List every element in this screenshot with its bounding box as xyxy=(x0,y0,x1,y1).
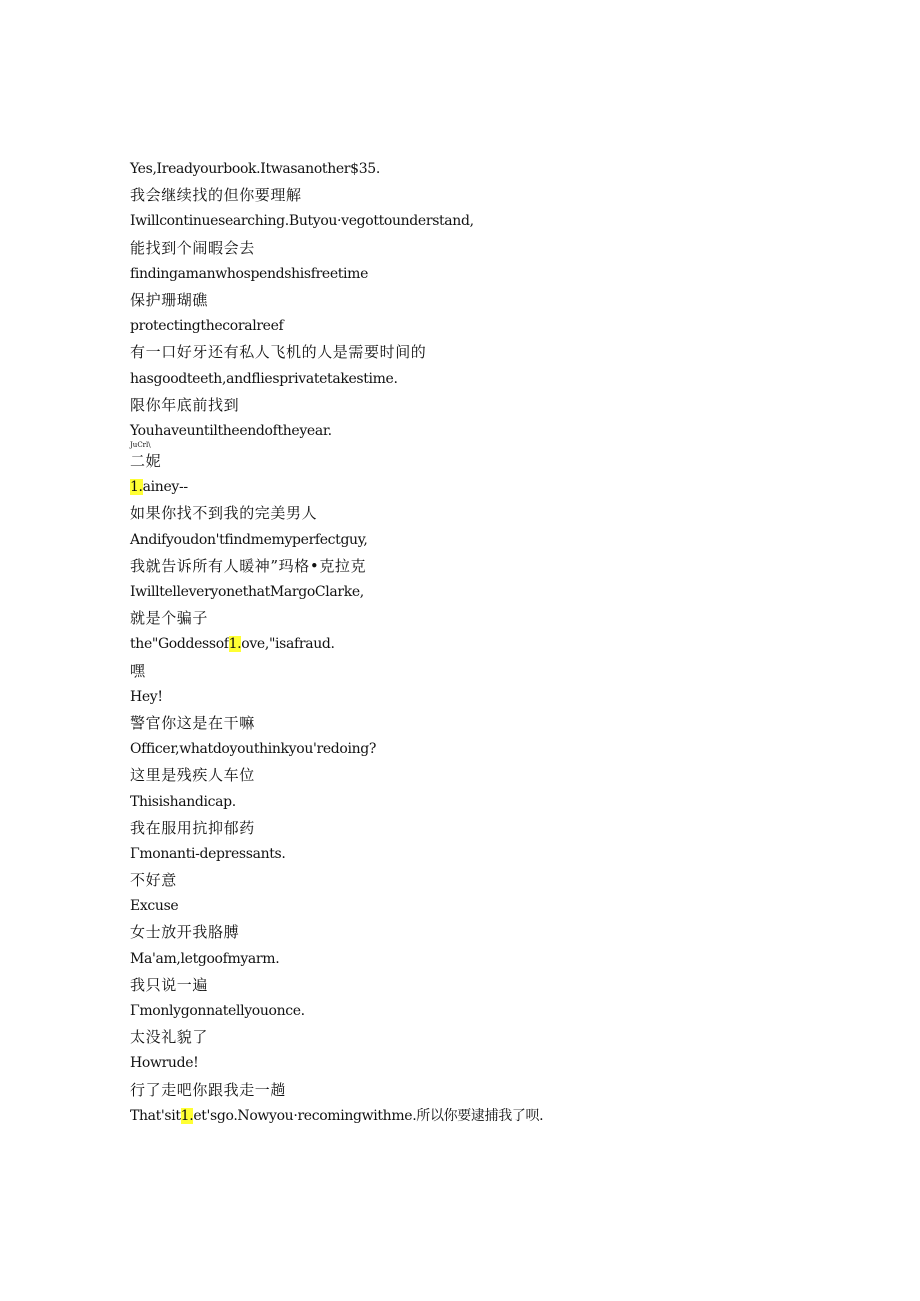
english-subtitle-line xyxy=(130,315,830,341)
chinese-subtitle-line xyxy=(130,237,830,263)
line-text: JuCrl\ xyxy=(130,441,151,450)
line-text: Youhaveuntiltheendoftheyear. xyxy=(130,422,332,439)
line-text: Excuse xyxy=(130,898,179,915)
chinese-subtitle-line xyxy=(130,1079,830,1105)
chinese-subtitle-line xyxy=(130,607,830,633)
line-text: 我在服用抗抑郁药 xyxy=(130,818,255,837)
line-text: Hey! xyxy=(130,688,163,705)
english-subtitle-line xyxy=(130,686,830,712)
english-subtitle-line xyxy=(130,1000,830,1026)
highlighted-ocr-mark: 1. xyxy=(130,479,143,496)
chinese-subtitle-line xyxy=(130,921,830,947)
line-text: 我只说一遍 xyxy=(130,975,209,994)
line-text: 如果你找不到我的完美男人 xyxy=(130,504,318,523)
line-text: Andifyoudon'tfindmemyperfectguy, xyxy=(130,531,368,548)
chinese-subtitle-line xyxy=(130,341,830,367)
chinese-subtitle-line xyxy=(130,184,830,210)
chinese-subtitle-line xyxy=(130,764,830,790)
line-text: Howrude! xyxy=(130,1055,199,1072)
english-subtitle-line xyxy=(130,738,830,764)
line-text: Ma'am,letgoofmyarm. xyxy=(130,950,280,967)
english-subtitle-line xyxy=(130,529,830,555)
english-subtitle-line xyxy=(130,895,830,921)
line-text: Γmonanti-depressants. xyxy=(130,845,286,862)
line-text: Iwillcontinuesearching.Butyou·vegottounderstand, xyxy=(130,213,474,230)
line-text: 女士放开我胳膊 xyxy=(130,923,240,942)
english-subtitle-line xyxy=(130,791,830,817)
chinese-subtitle-line xyxy=(130,555,830,581)
line-text: 限你年底前找到 xyxy=(130,395,240,414)
english-subtitle-line xyxy=(130,948,830,974)
chinese-subtitle-line xyxy=(130,869,830,895)
line-text: 不好意 xyxy=(130,871,177,890)
line-text: 二妮 xyxy=(130,452,162,471)
chinese-subtitle-line xyxy=(130,974,830,1000)
highlighted-ocr-mark: 1. xyxy=(180,1107,194,1124)
line-text: 嘿 xyxy=(130,661,146,680)
line-text: 我就告诉所有人暖神”玛格•克拉克 xyxy=(130,556,367,575)
line-text: 太没礼貌了 xyxy=(130,1028,209,1047)
line-text: the"Goddessof xyxy=(130,636,229,653)
chinese-subtitle-line xyxy=(130,289,830,315)
line-text-continued: ainey-- xyxy=(142,479,188,496)
line-text: 行了走吧你跟我走一趟 xyxy=(130,1080,287,1099)
english-subtitle-line xyxy=(130,633,830,659)
chinese-subtitle-line xyxy=(130,817,830,843)
english-subtitle-line xyxy=(130,158,830,184)
english-subtitle-line xyxy=(130,476,830,502)
line-text-continued: ove,"isafraud. xyxy=(241,636,335,653)
english-subtitle-line xyxy=(130,1052,830,1078)
line-text: 我会继续找的但你要理解 xyxy=(130,186,302,205)
english-subtitle-line xyxy=(130,843,830,869)
line-text: That'sit xyxy=(130,1107,181,1124)
english-subtitle-line xyxy=(130,263,830,289)
line-text: IwilltelleveryonethatMargoClarke, xyxy=(130,584,364,600)
english-subtitle-line xyxy=(130,368,830,394)
chinese-subtitle-line xyxy=(130,502,830,528)
chinese-subtitle-line xyxy=(130,660,830,686)
english-subtitle-line xyxy=(130,210,830,236)
line-text: Officer,whatdoyouthinkyou'redoing? xyxy=(130,741,377,758)
line-text: hasgoodteeth,andfliesprivatetakestime. xyxy=(130,370,398,387)
line-text: Thisishandicap. xyxy=(130,793,236,810)
chinese-subtitle-line xyxy=(130,450,830,476)
chinese-subtitle-line xyxy=(130,1026,830,1052)
line-text: Yes,Ireadyourbook.Itwasanother$35. xyxy=(130,161,380,177)
line-text: Γmonlygonnatellyouonce. xyxy=(130,1003,305,1019)
subtitle-transcript xyxy=(130,158,830,1131)
line-text: protectingthecoralreef xyxy=(130,318,284,335)
line-text: 保护珊瑚礁 xyxy=(130,290,209,309)
highlighted-ocr-mark: 1. xyxy=(228,636,242,653)
chinese-subtitle-line xyxy=(130,712,830,738)
line-text: 能找到个闹暇会去 xyxy=(130,238,255,257)
english-subtitle-line xyxy=(130,1105,830,1131)
chinese-subtitle-line xyxy=(130,394,830,420)
line-text: 就是个骗子 xyxy=(130,609,209,628)
line-text-continued: et'sgo.Nowyou·recomingwithme.所以你要逮捕我了呗. xyxy=(193,1107,544,1124)
line-text: 这里是残疾人车位 xyxy=(130,766,255,785)
line-text: findingamanwhospendshisfreetime xyxy=(130,265,369,282)
line-text: 警官你这是在干嘛 xyxy=(130,713,255,732)
english-subtitle-line xyxy=(130,581,830,607)
line-text: 有一口好牙还有私人飞机的人是需要时间的 xyxy=(130,343,427,362)
